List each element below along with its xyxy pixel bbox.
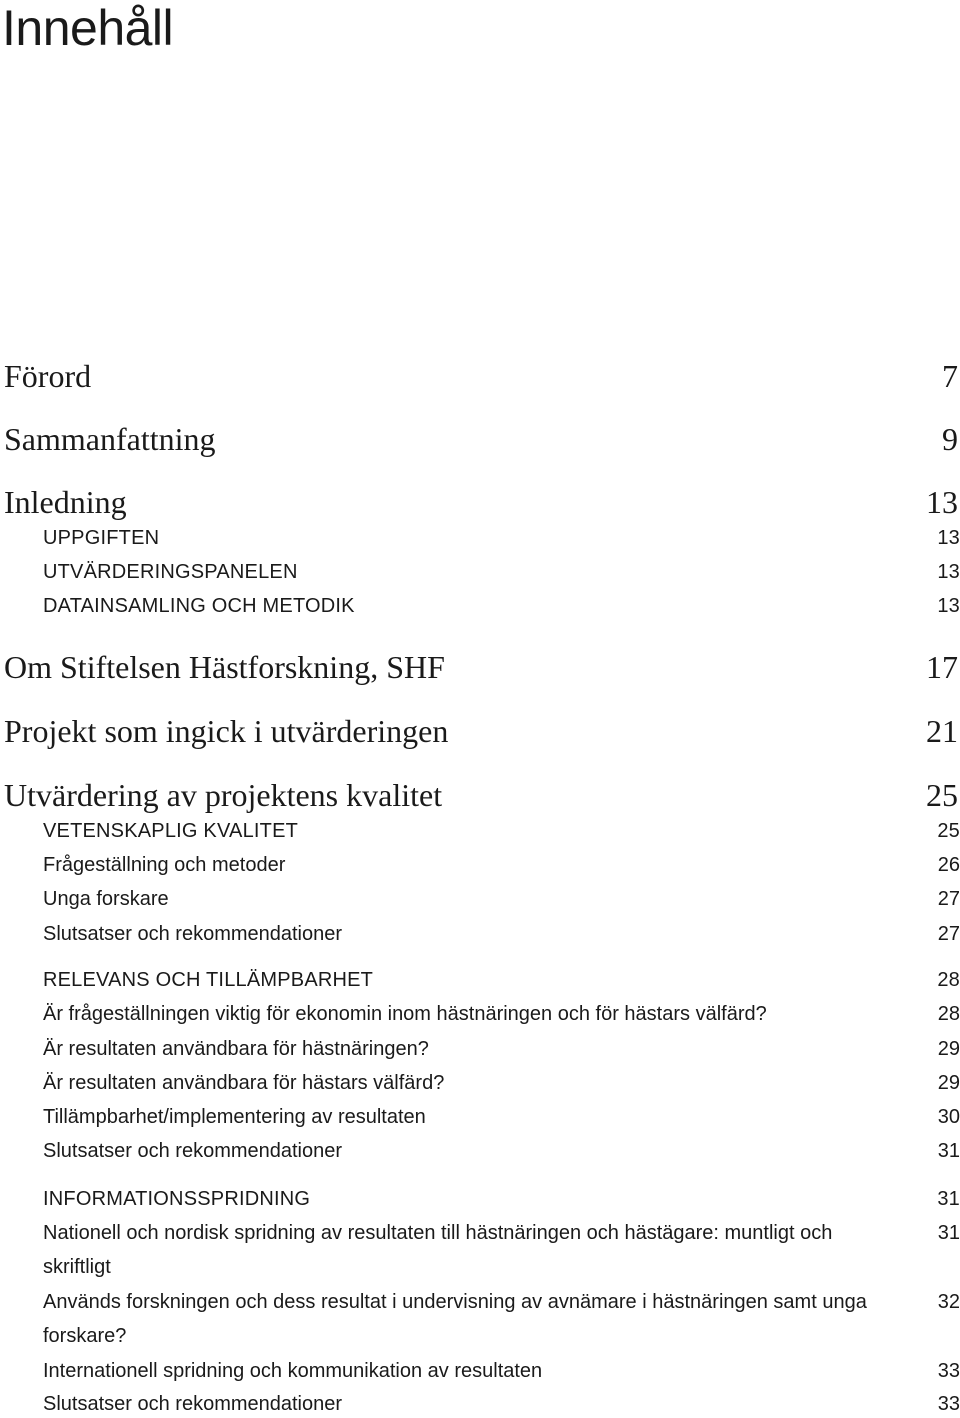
- toc-entry-page: 26: [937, 854, 960, 876]
- toc-entry-unga-forskare[interactable]: [0, 885, 960, 913]
- toc-entry-label: Förord: [4, 358, 92, 394]
- toc-entry-label: Frågeställning och metoder: [43, 854, 286, 876]
- toc-entry-label: Nationell och nordisk spridning av resultaten till hästnäringen och hästägare: muntligt och skriftligt: [43, 1222, 833, 1278]
- toc-entry-label: UPPGIFTEN: [43, 527, 160, 549]
- toc-entry-slutsatser-3[interactable]: [0, 1390, 960, 1418]
- toc-entry-ekonomin-valfard[interactable]: [0, 1000, 960, 1028]
- toc-entry-page: 13: [926, 484, 958, 520]
- toc-entry-page: 27: [937, 923, 960, 945]
- toc-entry-vetenskaplig-kvalitet[interactable]: [0, 817, 960, 845]
- toc-entry-anvandbara-hastnaringen[interactable]: [0, 1035, 960, 1063]
- toc-entry-sammanfattning[interactable]: [0, 419, 960, 459]
- toc-entry-label: Inledning: [4, 484, 127, 520]
- toc-entry-label: Internationell spridning och kommunikation av resultaten: [43, 1360, 543, 1382]
- toc-entry-fragestallning-metoder[interactable]: [0, 851, 960, 879]
- toc-entry-label: Slutsatser och rekommendationer: [43, 1140, 343, 1162]
- toc-entry-page: 13: [937, 527, 960, 549]
- toc-entry-page: 31: [937, 1140, 960, 1162]
- toc-entry-label: INFORMATIONSSPRIDNING: [43, 1188, 311, 1210]
- toc-entry-label: Är resultaten användbara för hästnäringen?: [43, 1038, 429, 1060]
- toc-entry-label: UTVÄRDERINGSPANELEN: [43, 561, 298, 583]
- toc-entry-utvarderingspanelen[interactable]: [0, 558, 960, 586]
- toc-entry-label: Är resultaten användbara för hästars välfärd?: [43, 1072, 445, 1094]
- toc-entry-page: 29: [937, 1072, 960, 1094]
- toc-entry-forord[interactable]: [0, 356, 960, 396]
- toc-entry-page: 30: [937, 1106, 960, 1128]
- toc-entry-inledning[interactable]: [0, 482, 960, 522]
- toc-entry-slutsatser-1[interactable]: [0, 920, 960, 948]
- toc-entry-page: 13: [937, 595, 960, 617]
- toc-entry-page: 32: [937, 1291, 960, 1313]
- toc-entry-informationsspridning[interactable]: [0, 1185, 960, 1213]
- toc-entry-anvandbara-valfard[interactable]: [0, 1069, 960, 1097]
- toc-entry-label: Används forskningen och dess resultat i undervisning av avnämare i hästnäringen samt unga forskare?: [43, 1291, 867, 1347]
- toc-entry-label: Unga forskare: [43, 888, 169, 910]
- toc-entry-page: 9: [942, 421, 958, 457]
- toc-entry-label: VETENSKAPLIG KVALITET: [43, 820, 299, 842]
- toc-entry-label: RELEVANS OCH TILLÄMPBARHET: [43, 969, 374, 991]
- toc-entry-page: 25: [937, 820, 960, 842]
- toc-entry-page: 31: [937, 1188, 960, 1210]
- toc-entry-page: 33: [937, 1393, 960, 1415]
- toc-entry-utvardering-kvalitet[interactable]: [0, 775, 960, 815]
- toc-entry-page: 28: [937, 969, 960, 991]
- toc-entry-datainsamling[interactable]: [0, 592, 960, 620]
- toc-entry-page: 31: [937, 1222, 960, 1244]
- toc-entry-om-stiftelsen[interactable]: [0, 647, 960, 687]
- toc-entry-page: 27: [937, 888, 960, 910]
- toc-entry-label: Projekt som ingick i utvärderingen: [4, 713, 449, 749]
- toc-entry-slutsatser-2[interactable]: [0, 1137, 960, 1165]
- page-title: Innehåll: [2, 0, 174, 56]
- toc-entry-page: 28: [937, 1003, 960, 1025]
- toc-entry-label: Utvärdering av projektens kvalitet: [4, 777, 443, 813]
- toc-entry-projekt[interactable]: [0, 711, 960, 751]
- toc-entry-uppgiften[interactable]: [0, 524, 960, 552]
- toc-entry-page: 21: [926, 713, 958, 749]
- toc-entry-label: DATAINSAMLING OCH METODIK: [43, 595, 355, 617]
- toc-entry-internationell-spridning[interactable]: [0, 1357, 960, 1385]
- toc-entry-page: 25: [926, 777, 958, 813]
- toc-entry-label: Är frågeställningen viktig för ekonomin inom hästnäringen och för hästars välfärd?: [43, 1003, 767, 1025]
- toc-entry-label: Sammanfattning: [4, 421, 216, 457]
- toc-entry-undervisning[interactable]: [0, 1285, 960, 1353]
- toc-entry-page: 7: [942, 358, 958, 394]
- toc-entry-page: 29: [937, 1038, 960, 1060]
- toc-entry-tillampbarhet[interactable]: [0, 1103, 960, 1131]
- toc-entry-nationell-spridning[interactable]: [0, 1216, 960, 1284]
- toc-entry-relevans[interactable]: [0, 966, 960, 994]
- toc-entry-page: 33: [937, 1360, 960, 1382]
- toc-entry-label: Om Stiftelsen Hästforskning, SHF: [4, 649, 445, 685]
- toc-entry-label: Tillämpbarhet/implementering av resultaten: [43, 1106, 426, 1128]
- toc-entry-label: Slutsatser och rekommendationer: [43, 923, 343, 945]
- toc-entry-label: Slutsatser och rekommendationer: [43, 1393, 343, 1415]
- toc-entry-page: 13: [937, 561, 960, 583]
- toc-entry-page: 17: [926, 649, 958, 685]
